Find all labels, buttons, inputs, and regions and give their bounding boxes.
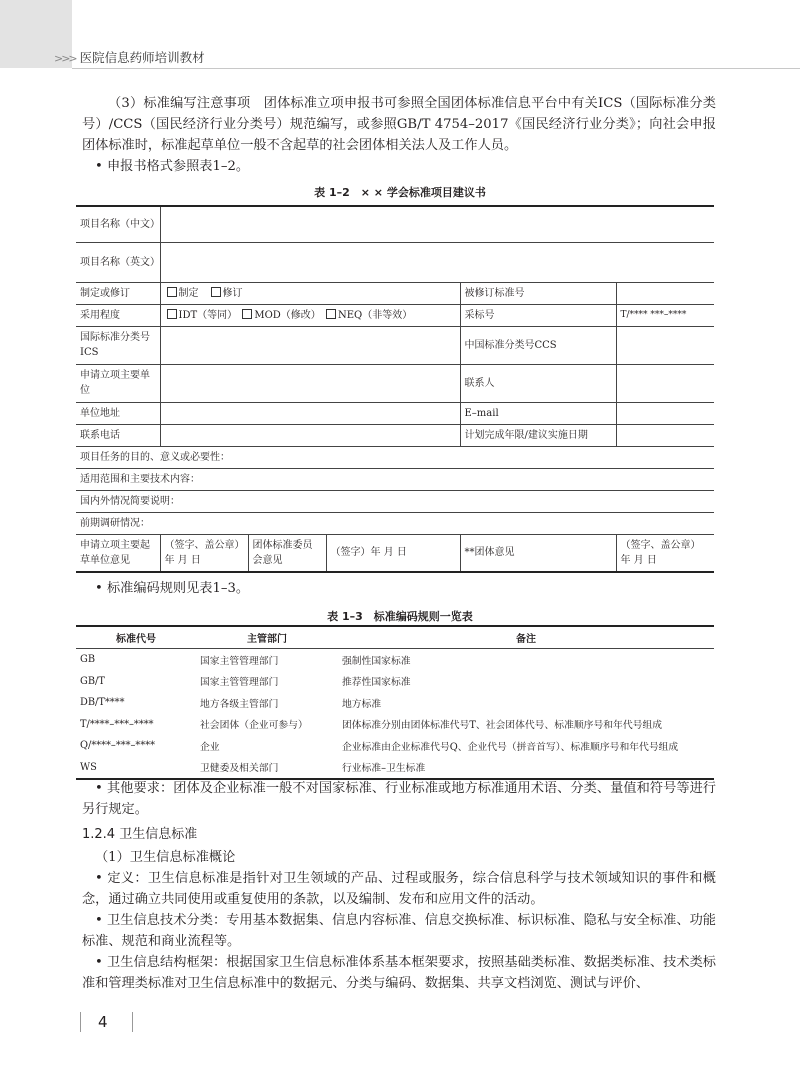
col-header-dept: 主管部门 xyxy=(196,626,338,649)
opinion2-sign: （签字）年 月 日 xyxy=(326,534,460,572)
revise-options xyxy=(160,282,460,304)
applicant-value xyxy=(160,364,460,402)
cell-note: 地方标准 xyxy=(342,698,382,710)
framework-paragraph: • 卫生信息结构框架：根据国家卫生信息标准体系基本框架要求，按照基础类标准、数据类标准、技术类标准和管理类标准对卫生信息标准中的数据元、分类与编码、数据集、共享文档浏览、测试与评价、 xyxy=(82,955,716,991)
opinion3-sign: （签字、盖公章）年 月 日 xyxy=(616,534,714,572)
opt-idt: IDT（等同） xyxy=(178,309,238,321)
research-label: 前期调研情况： xyxy=(76,512,714,534)
cell-code: GB/T xyxy=(80,675,105,687)
running-header xyxy=(54,48,205,66)
ics-value xyxy=(160,326,460,364)
opt-neq: NEQ（非等效） xyxy=(337,309,413,321)
project-name-en-label: 项目名称（英文） xyxy=(76,242,160,282)
checkbox-icon xyxy=(326,309,336,319)
definition-paragraph: • 定义：卫生信息标准是指针对卫生领域的产品、过程或服务，综合信息科学与技术领域知识的事件和概念，通过确立共同使用或重复使用的条款，以及编制、发布和应用文件的活动。 xyxy=(82,871,716,907)
table-row xyxy=(76,649,714,671)
std-no-value: T/**** ***–**** xyxy=(616,304,714,326)
header-title: 医院信息药师培训教材 xyxy=(79,50,205,65)
cell-note: 团体标准分别由团体标准代号T、社会团体代号、标准顺序号和年代号组成 xyxy=(342,720,663,732)
applicant-label: 申请立项主要单位 xyxy=(76,364,160,402)
cell-note: 强制性国家标准 xyxy=(342,655,411,667)
table-row xyxy=(76,692,714,714)
ccs-value xyxy=(616,326,714,364)
opt-mod: MOD（修改） xyxy=(254,309,321,321)
coding-rules-table xyxy=(76,625,714,780)
section-heading: 1.2.4 卫生信息标准 xyxy=(82,827,198,842)
project-name-cn-value xyxy=(160,206,714,242)
phone-value xyxy=(160,424,460,446)
cell-code: WS xyxy=(76,757,196,780)
header-rule xyxy=(72,68,800,69)
opinion3-label: **团体意见 xyxy=(460,534,616,572)
intro-paragraph: （3）标准编写注意事项 团体标准立项申报书可参照全国团体标准信息平台中有关ICS（国际标准分类号）/CCS（国民经济行业分类号）规范编写，或参照GB/T 4754–2017《国民经济行业分类》；向社会申报团体标准时，标准起草单位一般不含起草的社会团体相关法人及工作人员。 xyxy=(82,96,716,153)
task-label: 项目任务的目的、意义或必要性： xyxy=(76,446,714,468)
cell-code: GB xyxy=(80,654,96,666)
opt-revise: 修订 xyxy=(222,287,243,299)
contact-value xyxy=(616,364,714,402)
checkbox-icon xyxy=(167,287,177,297)
checkbox-icon xyxy=(242,309,252,319)
email-value xyxy=(616,402,714,424)
col-header-note: 备注 xyxy=(338,626,714,649)
table-row xyxy=(76,735,714,757)
other-requirements: • 其他要求：团体及企业标准一般不对国家标准、行业标准或地方标准通用术语、分类、量值和符号等进行另行规定。 xyxy=(82,781,716,817)
cell-dept: 企业 xyxy=(200,741,220,753)
cell-code: Q/****–***–**** xyxy=(80,740,156,752)
table-row xyxy=(76,757,714,780)
cell-note: 推荐性国家标准 xyxy=(342,677,411,689)
classification-paragraph: • 卫生信息技术分类：专用基本数据集、信息内容标准、信息交换标准、标识标准、隐私与安全标准、功能标准、规范和商业流程等。 xyxy=(82,913,716,949)
cell-code: T/****–***–**** xyxy=(80,718,154,730)
table-1-2-caption: 表 1–2 × × 学会标准项目建议书 xyxy=(314,186,486,199)
cell-dept: 国家主管管理部门 xyxy=(200,677,279,689)
ccs-label: 中国标准分类号CCS xyxy=(460,326,616,364)
cell-note: 行业标准–卫生标准 xyxy=(338,757,714,780)
page-bar-left xyxy=(80,1012,81,1032)
page-number: 4 xyxy=(98,1013,108,1031)
cell-dept: 国家主管管理部门 xyxy=(200,655,279,667)
cell-note: 企业标准由企业标准代号Q、企业代号（拼音首写）、标准顺序号和年代号组成 xyxy=(342,741,679,753)
col-header-code: 标准代号 xyxy=(76,626,196,649)
opinion1-sign: （签字、盖公章）年 月 日 xyxy=(160,534,248,572)
project-name-cn-label: 项目名称（中文） xyxy=(76,206,160,242)
table-1-3-caption: 表 1–3 标准编码规则一览表 xyxy=(327,610,473,623)
checkbox-icon xyxy=(167,309,177,319)
cell-dept: 地方各级主管部门 xyxy=(200,698,279,710)
address-value xyxy=(160,402,460,424)
opinion2-label: 团体标准委员会意见 xyxy=(248,534,326,572)
subsection-title: （1）卫生信息标准概论 xyxy=(95,850,236,865)
address-label: 单位地址 xyxy=(76,402,160,424)
project-name-en-value xyxy=(160,242,714,282)
chevrons-icon: >>> xyxy=(54,52,76,65)
ics-label: 国际标准分类号ICS xyxy=(76,326,160,364)
revised-no-label: 被修订标准号 xyxy=(460,282,616,304)
revised-no-value xyxy=(616,282,714,304)
adopt-label: 采用程度 xyxy=(76,304,160,326)
plan-value xyxy=(616,424,714,446)
plan-label: 计划完成年限/建议实施日期 xyxy=(460,424,616,446)
bullet-table-1-3: • 标准编码规则见表1–3。 xyxy=(95,581,250,596)
scope-label: 适用范围和主要技术内容： xyxy=(76,468,714,490)
adopt-options xyxy=(160,304,460,326)
std-no-label: 采标号 xyxy=(460,304,616,326)
cell-code: DB/T**** xyxy=(80,697,125,709)
contact-label: 联系人 xyxy=(460,364,616,402)
checkbox-icon xyxy=(211,287,221,297)
status-label: 国内外情况简要说明： xyxy=(76,490,714,512)
opt-formulate: 制定 xyxy=(178,287,199,299)
proposal-form-table xyxy=(76,205,714,573)
cell-dept: 社会团体（企业可参与） xyxy=(200,720,308,732)
intro-bullet: • 申报书格式参照表1–2。 xyxy=(95,159,250,174)
opinion1-label: 申请立项主要起草单位意见 xyxy=(76,534,160,572)
table-row xyxy=(76,671,714,693)
email-label: E–mail xyxy=(460,402,616,424)
revise-label: 制定或修订 xyxy=(76,282,160,304)
phone-label: 联系电话 xyxy=(76,424,160,446)
table-row xyxy=(76,714,714,736)
cell-dept: 卫健委及相关部门 xyxy=(196,757,338,780)
page-bar-right xyxy=(132,1012,133,1032)
